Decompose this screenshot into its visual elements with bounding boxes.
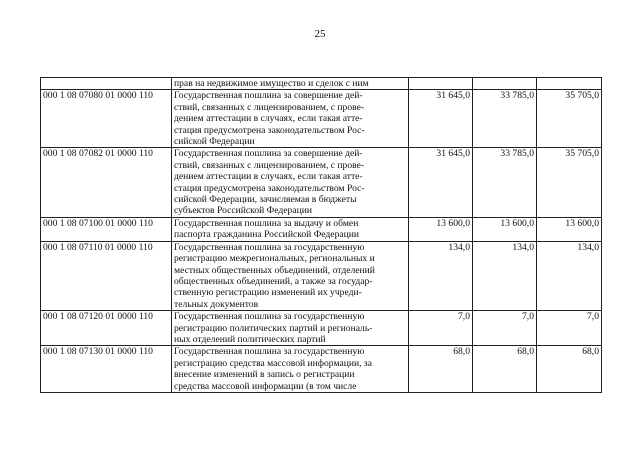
amount-year1-cell: 134,0	[409, 241, 473, 310]
description-cell: Государственная пошлина за государственную регистрацию политических партий и региональ- ных отделений политических партий	[172, 311, 409, 346]
amount-year1-cell: 31 645,0	[409, 90, 473, 148]
amount-year3-cell: 35 705,0	[537, 148, 602, 217]
budget-revenue-table	[40, 77, 602, 393]
amount-year2-cell: 134,0	[473, 241, 537, 310]
table-row	[41, 78, 602, 90]
description-cell: Государственная пошлина за совершение дей- ствий, связанных с лицензированием, с прове- дением аттестации в случаях, если такая атте- стация предусмотрена законодательством Рос- сийской Федерации, зачисляемая в бюджеты субъектов Российской Федерации	[172, 148, 409, 217]
table-row	[41, 148, 602, 217]
amount-year3-cell: 35 705,0	[537, 90, 602, 148]
amount-year2-cell	[473, 78, 537, 90]
page-number: 25	[314, 28, 326, 40]
table-row	[41, 241, 602, 310]
table-row	[41, 217, 602, 241]
amount-year1-cell: 68,0	[409, 346, 473, 393]
budget-code-cell: 000 1 08 07100 01 0000 110	[41, 217, 172, 241]
amount-year1-cell	[409, 78, 473, 90]
amount-year3-cell: 68,0	[537, 346, 602, 393]
amount-year3-cell: 134,0	[537, 241, 602, 310]
budget-code-cell	[41, 78, 172, 90]
table-row	[41, 346, 602, 393]
amount-year1-cell: 13 600,0	[409, 217, 473, 241]
amount-year2-cell: 13 600,0	[473, 217, 537, 241]
description-cell: Государственная пошлина за совершение дей- ствий, связанных с лицензированием, с прове- дением аттестации в случаях, если такая атте- стация предусмотрена законодательством Рос- сийской Федерации	[172, 90, 409, 148]
description-cell: прав на недвижимое имущество и сделок с ним	[172, 78, 409, 90]
budget-code-cell: 000 1 08 07120 01 0000 110	[41, 311, 172, 346]
budget-code-cell: 000 1 08 07130 01 0000 110	[41, 346, 172, 393]
table-row	[41, 311, 602, 346]
amount-year1-cell: 7,0	[409, 311, 473, 346]
amount-year2-cell: 68,0	[473, 346, 537, 393]
amount-year3-cell: 7,0	[537, 311, 602, 346]
amount-year3-cell: 13 600,0	[537, 217, 602, 241]
description-cell: Государственная пошлина за выдачу и обмен паспорта гражданина Российской Федерации	[172, 217, 409, 241]
budget-code-cell: 000 1 08 07080 01 0000 110	[41, 90, 172, 148]
description-cell: Государственная пошлина за государственную регистрацию межрегиональных, региональных и местных общественных объединений, отделений общественных объединений, а также за государ- ственную регистрацию изменений их учреди- тельных документов	[172, 241, 409, 310]
description-cell: Государственная пошлина за государственную регистрацию средства массовой информации, за внесение изменений в запись о регистрации средства массовой информации (в том числе	[172, 346, 409, 393]
budget-code-cell: 000 1 08 07082 01 0000 110	[41, 148, 172, 217]
budget-code-cell: 000 1 08 07110 01 0000 110	[41, 241, 172, 310]
amount-year2-cell: 33 785,0	[473, 90, 537, 148]
amount-year3-cell	[537, 78, 602, 90]
amount-year2-cell: 7,0	[473, 311, 537, 346]
amount-year2-cell: 33 785,0	[473, 148, 537, 217]
amount-year1-cell: 31 645,0	[409, 148, 473, 217]
table-row	[41, 90, 602, 148]
